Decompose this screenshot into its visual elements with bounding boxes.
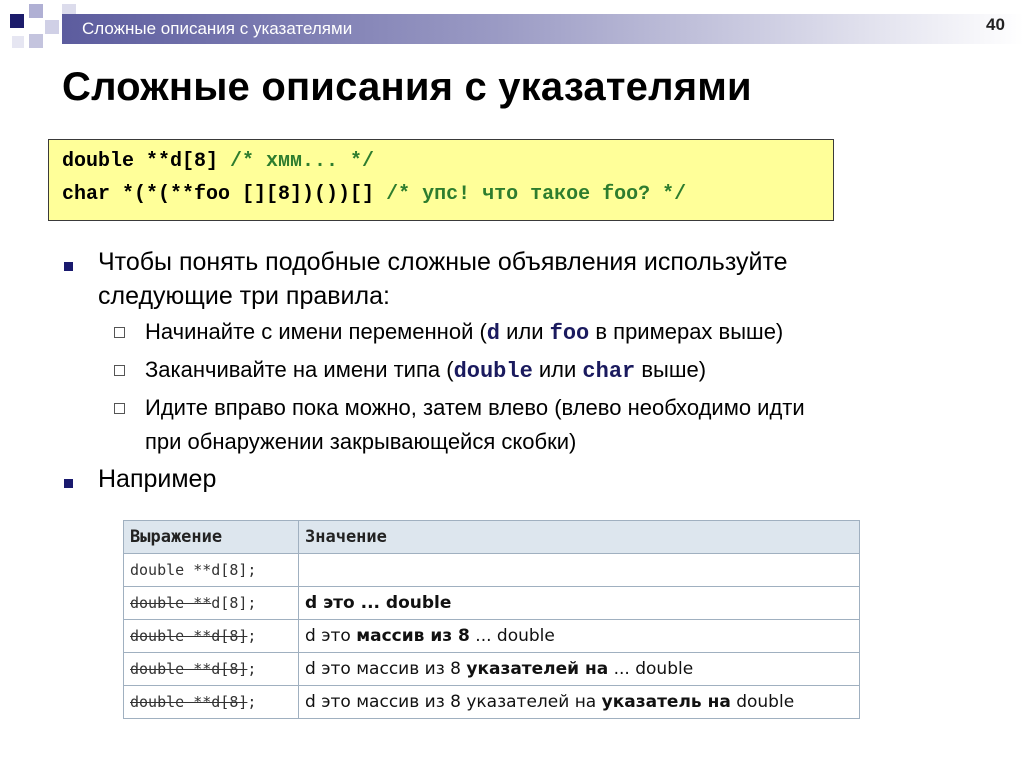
table-row — [124, 653, 860, 686]
meaning-cell — [299, 620, 860, 653]
code-line-1 — [62, 145, 833, 178]
table-header-row — [124, 521, 860, 554]
text: double — [730, 692, 795, 712]
example-table — [123, 520, 860, 719]
bold-text: d это ... double — [305, 593, 452, 613]
expression-cell — [124, 653, 299, 686]
text: при обнаружении закрывающейся скобки) — [145, 429, 577, 454]
meaning-cell — [299, 587, 860, 620]
text: или — [532, 357, 583, 382]
bold-text: указателей на — [466, 659, 609, 679]
text: ... double — [469, 626, 555, 646]
struck-text: double **d[8] — [130, 627, 248, 645]
slide-title: Сложные описания с указателями — [62, 65, 752, 109]
sub-bullet-square-icon — [114, 403, 125, 414]
bullet-line: следующие три правила: — [98, 282, 390, 310]
text: ... double — [608, 659, 694, 679]
code-text: char *(*(**foo [][8])())[] — [62, 183, 387, 206]
page-number: 40 — [986, 15, 1005, 34]
bullet-2: Например — [98, 465, 217, 493]
bullet-line: Чтобы понять подобные сложные объявления используйте — [98, 248, 788, 276]
text: или — [500, 319, 550, 344]
code-box — [48, 139, 834, 221]
code-inline: char — [582, 359, 636, 384]
expression-cell — [124, 620, 299, 653]
struck-text: double **d[8] — [130, 693, 248, 711]
code-text: double **d[8] — [62, 150, 231, 173]
column-header-expression: Выражение — [124, 521, 299, 554]
sub-bullet-1 — [145, 315, 783, 351]
table-row — [124, 587, 860, 620]
table-row — [124, 554, 860, 587]
header-title: Сложные описания с указателями — [82, 19, 353, 38]
code-inline: foo — [549, 321, 590, 346]
meaning-cell — [299, 653, 860, 686]
remaining-text: ; — [247, 660, 257, 678]
sub-bullet-3 — [145, 391, 805, 459]
text: выше) — [635, 357, 707, 382]
bold-text: массив из 8 — [356, 626, 470, 646]
code-inline: d — [486, 321, 500, 346]
text: Заканчивайте на имени типа ( — [145, 357, 454, 382]
bold-text: указатель на — [601, 692, 731, 712]
remaining-text: d[8]; — [211, 594, 257, 612]
struck-text: double ** — [130, 594, 212, 612]
bullet-1 — [98, 245, 788, 313]
code-line-2 — [62, 178, 833, 211]
meaning-cell — [299, 686, 860, 719]
remaining-text: ; — [247, 693, 257, 711]
bullet-square-icon — [64, 262, 73, 271]
sub-bullet-square-icon — [114, 327, 125, 338]
text: Начинайте с имени переменной ( — [145, 319, 487, 344]
bullet-square-icon — [64, 479, 73, 488]
struck-text: double **d[8] — [130, 660, 248, 678]
remaining-text: ; — [247, 627, 257, 645]
text: Идите вправо пока можно, затем влево (влево необходимо идти — [145, 395, 805, 420]
code-comment: /* упс! что такое foo? */ — [386, 183, 687, 206]
expression-cell — [124, 686, 299, 719]
text: d это массив из 8 указателей на — [305, 692, 602, 712]
expression-cell — [124, 587, 299, 620]
column-header-meaning: Значение — [299, 521, 860, 554]
text: d это массив из 8 — [305, 659, 467, 679]
table-row — [124, 686, 860, 719]
sub-bullet-square-icon — [114, 365, 125, 376]
sub-bullet-2 — [145, 353, 706, 389]
text: в примерах выше) — [589, 319, 784, 344]
text: d это — [305, 626, 357, 646]
table-row — [124, 620, 860, 653]
expression-cell: double **d[8]; — [124, 554, 299, 587]
meaning-cell — [299, 554, 860, 587]
code-inline: double — [453, 359, 533, 384]
code-comment: /* хмм... */ — [230, 150, 375, 173]
